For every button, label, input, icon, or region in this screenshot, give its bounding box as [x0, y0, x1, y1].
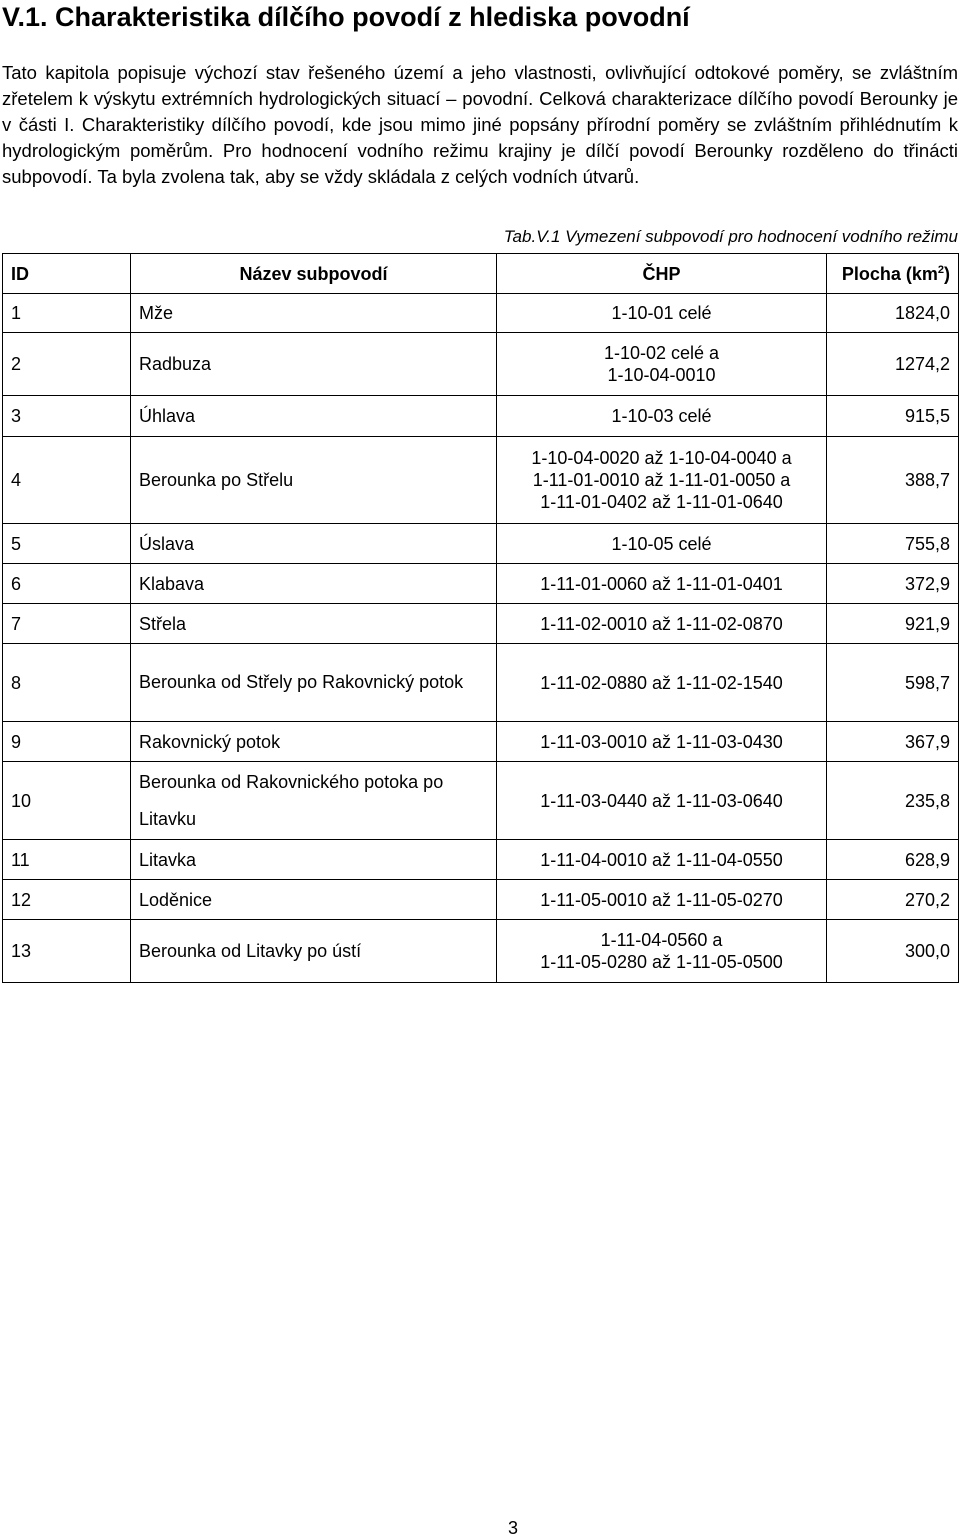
- cell-name: Klabava: [131, 564, 497, 604]
- cell-name: Rakovnický potok: [131, 722, 497, 762]
- column-header-id: ID: [3, 254, 131, 294]
- table-caption: Tab.V.1 Vymezení subpovodí pro hodnocení vodního režimu: [503, 227, 958, 246]
- cell-chp: 1-10-05 celé: [497, 524, 827, 564]
- table-row: [3, 762, 959, 840]
- area-header-superscript: 2: [937, 263, 944, 276]
- cell-id: 7: [3, 604, 131, 644]
- subbasin-table: [2, 253, 959, 983]
- cell-chp: 1-10-03 celé: [497, 396, 827, 437]
- intro-paragraph: Tato kapitola popisuje výchozí stav řešeného území a jeho vlastnosti, ovlivňující odtokové poměry, se zvláštním zřetelem k výskytu extrémních hydrologických situací – povodní. Celková charakterizace dílčího povodí Berounky je v části I. Charakteristiky dílčího povodí, kde jsou mimo jiné popsány přírodní poměry se zvláštním přihlédnutím k hydrologickým poměrům. Pro hodnocení vodního režimu krajiny je dílčí povodí Berounky rozděleno do třinácti subpovodí. Ta byla zvolena tak, aby se vždy skládala z celých vodních útvarů.: [2, 62, 958, 187]
- cell-chp: 1-11-02-0010 až 1-11-02-0870: [497, 604, 827, 644]
- cell-chp: 1-10-02 celé a 1-10-04-0010: [497, 333, 827, 396]
- cell-id: 13: [3, 920, 131, 983]
- cell-id: 5: [3, 524, 131, 564]
- column-header-name: Název subpovodí: [131, 254, 497, 294]
- cell-chp: 1-11-04-0010 až 1-11-04-0550: [497, 840, 827, 880]
- cell-chp: 1-11-05-0010 až 1-11-05-0270: [497, 880, 827, 920]
- table-row: [3, 333, 959, 396]
- cell-name: Úslava: [131, 524, 497, 564]
- cell-name: Mže: [131, 294, 497, 333]
- table-row: [3, 604, 959, 644]
- table-row: [3, 524, 959, 564]
- table-row: [3, 294, 959, 333]
- cell-chp: 1-11-03-0010 až 1-11-03-0430: [497, 722, 827, 762]
- cell-id: 11: [3, 840, 131, 880]
- cell-area: 628,9: [827, 840, 959, 880]
- cell-id: 1: [3, 294, 131, 333]
- cell-area: 1274,2: [827, 333, 959, 396]
- cell-chp: 1-11-02-0880 až 1-11-02-1540: [497, 644, 827, 722]
- cell-area: 235,8: [827, 762, 959, 840]
- cell-chp: 1-11-01-0060 až 1-11-01-0401: [497, 564, 827, 604]
- cell-id: 2: [3, 333, 131, 396]
- cell-area: 270,2: [827, 880, 959, 920]
- cell-id: 8: [3, 644, 131, 722]
- cell-name: Berounka po Střelu: [131, 437, 497, 524]
- page-title: V.1. Charakteristika dílčího povodí z hlediska povodní: [2, 2, 690, 32]
- column-header-area: [827, 254, 959, 294]
- area-header-text: Plocha (km: [841, 263, 938, 284]
- table-row: [3, 396, 959, 437]
- cell-area: 372,9: [827, 564, 959, 604]
- cell-area: 1824,0: [827, 294, 959, 333]
- table-row: [3, 644, 959, 722]
- cell-chp: 1-10-04-0020 až 1-10-04-0040 a 1-11-01-0010 až 1-11-01-0050 a 1-11-01-0402 až 1-11-01-0640: [497, 437, 827, 524]
- cell-id: 4: [3, 437, 131, 524]
- table-body: [3, 294, 959, 983]
- cell-area: 300,0: [827, 920, 959, 983]
- column-header-chp: ČHP: [497, 254, 827, 294]
- cell-name: Berounka od Střely po Rakovnický potok: [131, 644, 497, 722]
- cell-name: Berounka od Litavky po ústí: [131, 920, 497, 983]
- cell-name: Loděnice: [131, 880, 497, 920]
- table-row: [3, 437, 959, 524]
- table-row: [3, 920, 959, 983]
- table-row: [3, 840, 959, 880]
- cell-id: 9: [3, 722, 131, 762]
- cell-name: Úhlava: [131, 396, 497, 437]
- cell-chp: 1-11-03-0440 až 1-11-03-0640: [497, 762, 827, 840]
- table-row: [3, 880, 959, 920]
- cell-area: 367,9: [827, 722, 959, 762]
- cell-id: 6: [3, 564, 131, 604]
- cell-id: 3: [3, 396, 131, 437]
- cell-id: 10: [3, 762, 131, 840]
- cell-area: 915,5: [827, 396, 959, 437]
- cell-area: 388,7: [827, 437, 959, 524]
- cell-chp: 1-11-04-0560 a 1-11-05-0280 až 1-11-05-0500: [497, 920, 827, 983]
- cell-area: 921,9: [827, 604, 959, 644]
- cell-name: Berounka od Rakovnického potoka po Litavku: [131, 762, 497, 840]
- cell-area: 598,7: [827, 644, 959, 722]
- table-row: [3, 564, 959, 604]
- area-header-close: ): [944, 263, 950, 284]
- cell-name: Litavka: [131, 840, 497, 880]
- cell-name: Střela: [131, 604, 497, 644]
- table-row: [3, 722, 959, 762]
- table-header-row: [3, 254, 959, 294]
- cell-area: 755,8: [827, 524, 959, 564]
- cell-chp: 1-10-01 celé: [497, 294, 827, 333]
- cell-id: 12: [3, 880, 131, 920]
- cell-name: Radbuza: [131, 333, 497, 396]
- page-number: 3: [508, 1518, 519, 1538]
